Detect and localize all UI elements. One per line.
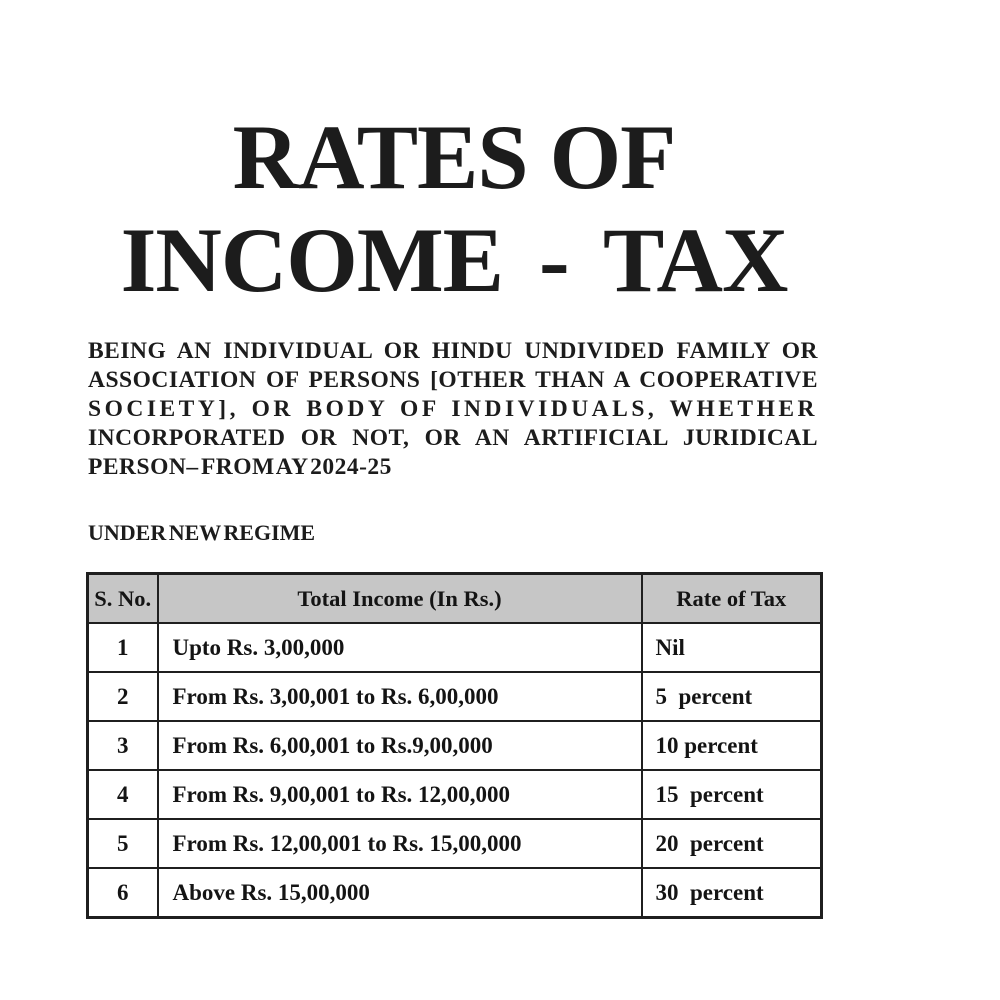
section-heading: UNDER NEW REGIME	[88, 520, 316, 545]
cell-rate: Nil	[642, 623, 822, 672]
cell-income: From Rs. 12,00,001 to Rs. 15,00,000	[158, 819, 642, 868]
table-header-row	[88, 574, 822, 624]
cell-sno: 1	[88, 623, 158, 672]
column-header-income: Total Income (In Rs.)	[158, 574, 642, 624]
column-header-sno: S. No.	[88, 574, 158, 624]
intro-line: SOCIETY], OR BODY OF INDIVIDUALS, WHETHER	[88, 396, 818, 422]
cell-rate: 15 percent	[642, 770, 822, 819]
table-row	[88, 721, 822, 770]
cell-income: From Rs. 6,00,001 to Rs.9,00,000	[158, 721, 642, 770]
cell-sno: 2	[88, 672, 158, 721]
cell-rate: 5 percent	[642, 672, 822, 721]
intro-paragraph	[88, 337, 818, 482]
cell-sno: 5	[88, 819, 158, 868]
intro-line: PERSON– FROM AY 2024-25	[88, 454, 392, 480]
table-row	[88, 868, 822, 918]
column-header-rate: Rate of Tax	[642, 574, 822, 624]
table-row	[88, 623, 822, 672]
table-row	[88, 672, 822, 721]
cell-sno: 3	[88, 721, 158, 770]
intro-line: BEING AN INDIVIDUAL OR HINDU UNDIVIDED FAMILY OR	[88, 338, 818, 364]
cell-sno: 6	[88, 868, 158, 918]
cell-income: From Rs. 9,00,001 to Rs. 12,00,000	[158, 770, 642, 819]
table-row	[88, 770, 822, 819]
cell-income: From Rs. 3,00,001 to Rs. 6,00,000	[158, 672, 642, 721]
cell-sno: 4	[88, 770, 158, 819]
cell-rate: 30 percent	[642, 868, 822, 918]
page-title	[88, 106, 820, 312]
title-line-2: INCOME - TAX	[120, 209, 788, 311]
intro-line: ASSOCIATION OF PERSONS [OTHER THAN A COOPERATIVE	[88, 367, 818, 393]
title-line-1: RATES OF	[232, 106, 676, 208]
tax-rates-table	[86, 572, 823, 919]
cell-income: Above Rs. 15,00,000	[158, 868, 642, 918]
cell-rate: 20 percent	[642, 819, 822, 868]
table-row	[88, 819, 822, 868]
cell-rate: 10 percent	[642, 721, 822, 770]
intro-line: INCORPORATED OR NOT, OR AN ARTIFICIAL JURIDICAL	[88, 425, 818, 451]
cell-income: Upto Rs. 3,00,000	[158, 623, 642, 672]
